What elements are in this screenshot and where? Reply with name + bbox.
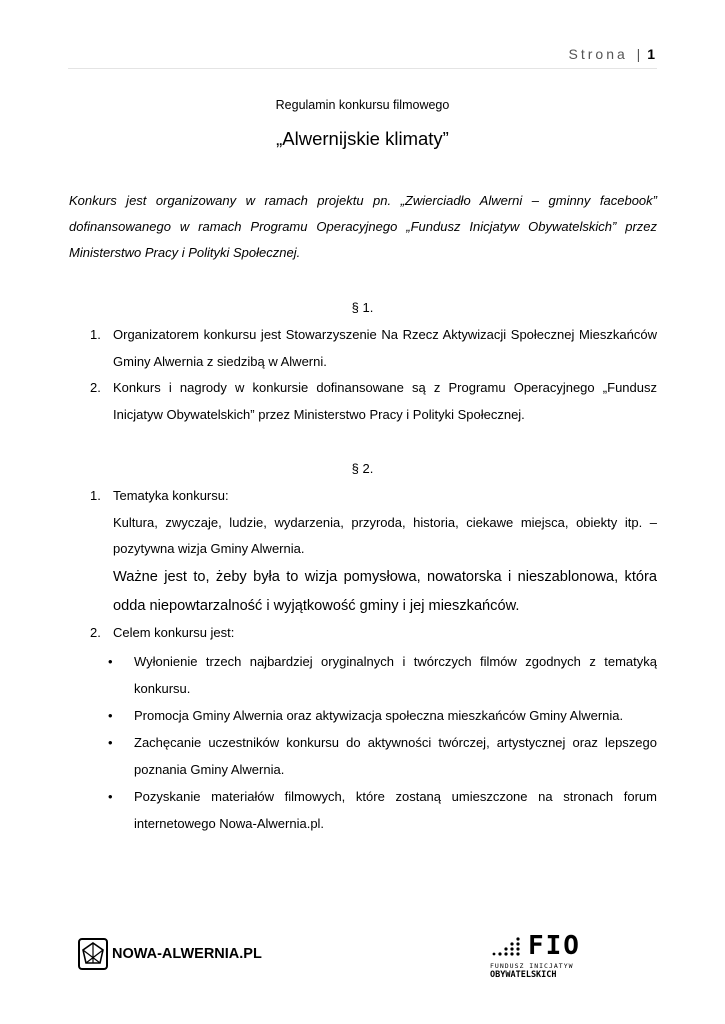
page-separator: |: [636, 46, 641, 62]
fio-logo-line2: OBYWATELSKICH: [490, 970, 557, 980]
goal-bullet-3: [108, 729, 657, 783]
bullet-marker: •: [108, 789, 113, 804]
item-number: 2.: [90, 625, 101, 640]
bullet-marker: •: [108, 654, 113, 669]
section-1-heading: § 1.: [351, 300, 374, 315]
nowa-alwernia-logo: [78, 938, 262, 970]
fio-dots-icon: [488, 936, 524, 958]
page-number: 1: [647, 46, 655, 62]
document-title: „Alwernijskie klimaty”: [276, 128, 449, 149]
item-text: Konkurs i nagrody w konkursie dofinansowane są z Programu Operacyjnego „Fundusz Inicjatyw Obywatelskich” przez Ministerstwo Pracy i Polityki Społecznej.: [113, 380, 657, 422]
item-number: 1.: [90, 327, 101, 342]
bullet-text: Pozyskanie materiałów filmowych, które zostaną umieszczone na stronach forum internetowego Nowa-Alwernia.pl.: [134, 789, 657, 831]
intro-paragraph: Konkurs jest organizowany w ramach projektu pn. „Zwierciadło Alwerni – gminny facebook” dofinansowanego w ramach Programu Operacyjnego „Fundusz Inicjatyw Obywatelskich” przez Ministerstwo Pracy i Polityki Społecznej.: [69, 193, 657, 260]
section-2-item-1: [90, 483, 657, 621]
page-label: Strona: [568, 46, 628, 62]
section-1-item-1: [90, 322, 657, 375]
bullet-text: Promocja Gminy Alwernia oraz aktywizacja społeczna mieszkańców Gminy Alwernia.: [134, 708, 624, 723]
item-text: Organizatorem konkursu jest Stowarzyszenie Na Rzecz Aktywizacji Społecznej Mieszkańców Gminy Alwernia z siedzibą w Alwerni.: [113, 327, 657, 369]
item-text: Kultura, zwyczaje, ludzie, wydarzenia, przyroda, historia, ciekawe miejsca, obiekty itp. – pozytywna wizja Gminy Alwernia.: [113, 514, 657, 556]
bullet-marker: •: [108, 708, 113, 723]
logo-left-text: NOWA-ALWERNIA.PL: [112, 946, 262, 962]
goal-bullet-4: [108, 783, 657, 837]
item-label: Celem konkursu jest:: [113, 625, 235, 640]
goal-bullet-1: [108, 648, 657, 702]
item-emphasis: Ważne jest to, żeby była to wizja pomysłowa, nowatorska i nieszablonowa, która odda niepowtarzalność i wyjątkowość gminy i jej mieszkańców.: [113, 568, 657, 614]
fio-logo: [488, 931, 598, 980]
section-2-heading: § 2.: [351, 461, 374, 476]
document-subtitle: Regulamin konkursu filmowego: [275, 98, 450, 112]
header-divider: [68, 68, 657, 69]
item-label: Tematyka konkursu:: [113, 488, 229, 503]
goal-bullet-2: [108, 702, 657, 729]
section-1-item-2: [90, 375, 657, 428]
bullet-marker: •: [108, 735, 113, 750]
section-2-item-2: [90, 620, 657, 647]
logo-emblem-icon: [78, 938, 108, 970]
bullet-text: Wyłonienie trzech najbardziej oryginalnych i twórczych filmów zgodnych z tematyką konkursu.: [134, 654, 657, 696]
item-number: 2.: [90, 380, 101, 395]
bullet-text: Zachęcanie uczestników konkursu do aktywności twórczej, artystycznej oraz lepszego poznania Gminy Alwernia.: [134, 735, 657, 777]
fio-logo-big: FIO: [528, 931, 581, 961]
page-header: [569, 46, 655, 62]
item-number: 1.: [90, 488, 101, 503]
fio-logo-line1: FUNDUSZ INICJATYW: [490, 962, 574, 970]
